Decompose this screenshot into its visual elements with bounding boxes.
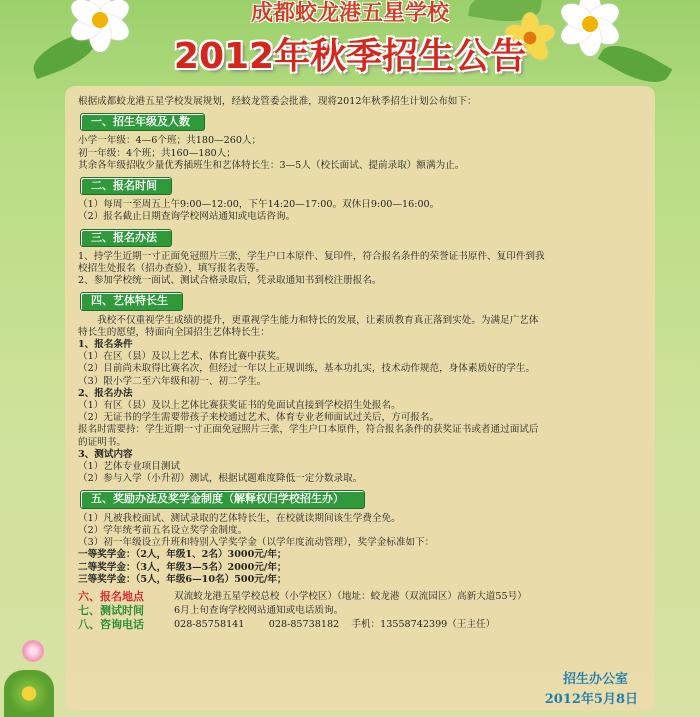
test-time-label: 七、测试时间 xyxy=(78,603,144,617)
notice-content xyxy=(78,96,643,632)
phone-label: 八、咨询电话 xyxy=(78,617,144,631)
prize-line: 二等奖学金：（3人，年级3—5名）2000元/年； xyxy=(78,561,287,573)
address-label: 六、报名地点 xyxy=(78,589,144,603)
intro-text: 根据成都蛟龙港五星学校发展规划，经蛟龙管委会批准，现将2012年秋季招生计划公布如下： xyxy=(78,96,477,107)
text-line: 校招生处报名（招办查验），填写报名表等。 xyxy=(78,263,266,275)
text-line: （2）报名截止日期查询学校网站通知或电话咨询。 xyxy=(78,211,296,223)
text-line: 其余各年级招收少量优秀插班生和艺体特长生：3—5人（校长面试、提前录取）额满为止。 xyxy=(78,159,465,171)
section-title-grades: 一、招生年级及人数 xyxy=(80,113,205,131)
notice-date: 2012年5月8日 xyxy=(544,692,638,707)
subheading: 2、报名办法 xyxy=(78,387,133,399)
text-line: 报名时需要持：学生近期一寸正面免冠照片三张，学生户口本原件，符合报名条件的获奖证书或者通过面试后 xyxy=(78,424,539,436)
section-title-method: 三、报名办法 xyxy=(80,229,172,247)
page-title: 2012年秋季招生公告 xyxy=(173,36,527,77)
phone-text: 028-85758141 028-85738182 手机：13558742399（王主任） xyxy=(174,618,496,630)
address-row xyxy=(78,590,643,604)
text-line: （1）在区（县）及以上艺术、体育比赛中获奖。 xyxy=(78,351,286,363)
section-title-talent: 四、艺体特长生 xyxy=(80,292,183,310)
text-line: （1）艺体专业项目测试 xyxy=(78,461,181,473)
text-line: （2）无证书的学生需要带孩子来校通过艺术、体育专业老师面试过关后，方可报名。 xyxy=(78,412,440,424)
prize-line: 三等奖学金：（5人，年级6—10名）500元/年； xyxy=(78,573,287,585)
text-line: （2）参与入学（小升初）测试，根据试题难度降低一定分数录取。 xyxy=(78,473,363,485)
school-name: 成都蛟龙港五星学校 xyxy=(250,1,449,26)
bottom-flowers xyxy=(0,640,60,717)
subheading: 3、测试内容 xyxy=(78,448,133,460)
text-line: （1）有区（县）及以上艺体比赛获奖证书的免面试直接到学校招生处报名。 xyxy=(78,400,401,412)
text-line: 特长生的愿望，特面向全国招生艺体特长生： xyxy=(78,326,270,338)
section-title-rewards: 五、奖励办法及奖学金制度（解释权归学校招生办） xyxy=(80,490,365,508)
phone-row xyxy=(78,618,643,632)
subheading: 1、报名条件 xyxy=(78,339,133,351)
pink-flower-icon xyxy=(22,640,44,662)
prize-line: 一等奖学金：（2人，年级1、2名）3000元/年； xyxy=(78,549,287,561)
text-line: 我校不仅重视学生成绩的提升，更重视学生能力和特长的发展，让素质教育真正落到实处。为满足广艺体 xyxy=(97,314,539,326)
text-line: （3）初一年级设立升班和特别入学奖学金（以学年度流动管理），奖学金标准如下： xyxy=(78,537,435,549)
address-text: 双流蛟龙港五星学校总校（小学校区）（地址：蛟龙港（双流园区）高新大道55号） xyxy=(174,590,527,602)
text-line: （2）目前尚未取得比赛名次，但经过一年以上正规训练，基本功扎实，技术动作规范，身体素质好的学生。 xyxy=(78,363,536,375)
text-line: 小学一年级：4—6个班；共180—260人； xyxy=(78,135,262,147)
text-line: 的证明书。 xyxy=(78,436,126,448)
section-title-time: 二、报名时间 xyxy=(80,177,172,195)
text-line: 2、参加学校统一面试、测试合格录取后，凭录取通知书到校注册报名。 xyxy=(78,275,382,287)
text-line: （2）学年统考前五名设立奖学金制度。 xyxy=(78,524,248,536)
text-line: （1）凡被我校面试、测试录取的艺体特长生，在校就读期间该生学费全免。 xyxy=(78,512,401,524)
yellow-flowers-icon xyxy=(4,670,54,717)
text-line: （1）每周一至周五上午9:00—12:00，下午14:20—17:00。双休日9:00—16:00。 xyxy=(78,199,440,211)
text-line: （3）限小学二至六年级和初一、初二学生。 xyxy=(78,375,267,387)
test-time-row xyxy=(78,604,643,618)
text-line: 初一年级：4个班；共160—180人； xyxy=(78,147,236,159)
text-line: 1、持学生近期一寸正面免冠照片三张，学生户口本原件、复印件，符合报名条件的荣誉证书原件、复印件到我 xyxy=(78,250,545,262)
office-name: 招生办公室 xyxy=(562,672,628,687)
test-time-text: 6月上旬查询学校网站通知或电话质询。 xyxy=(174,604,344,616)
